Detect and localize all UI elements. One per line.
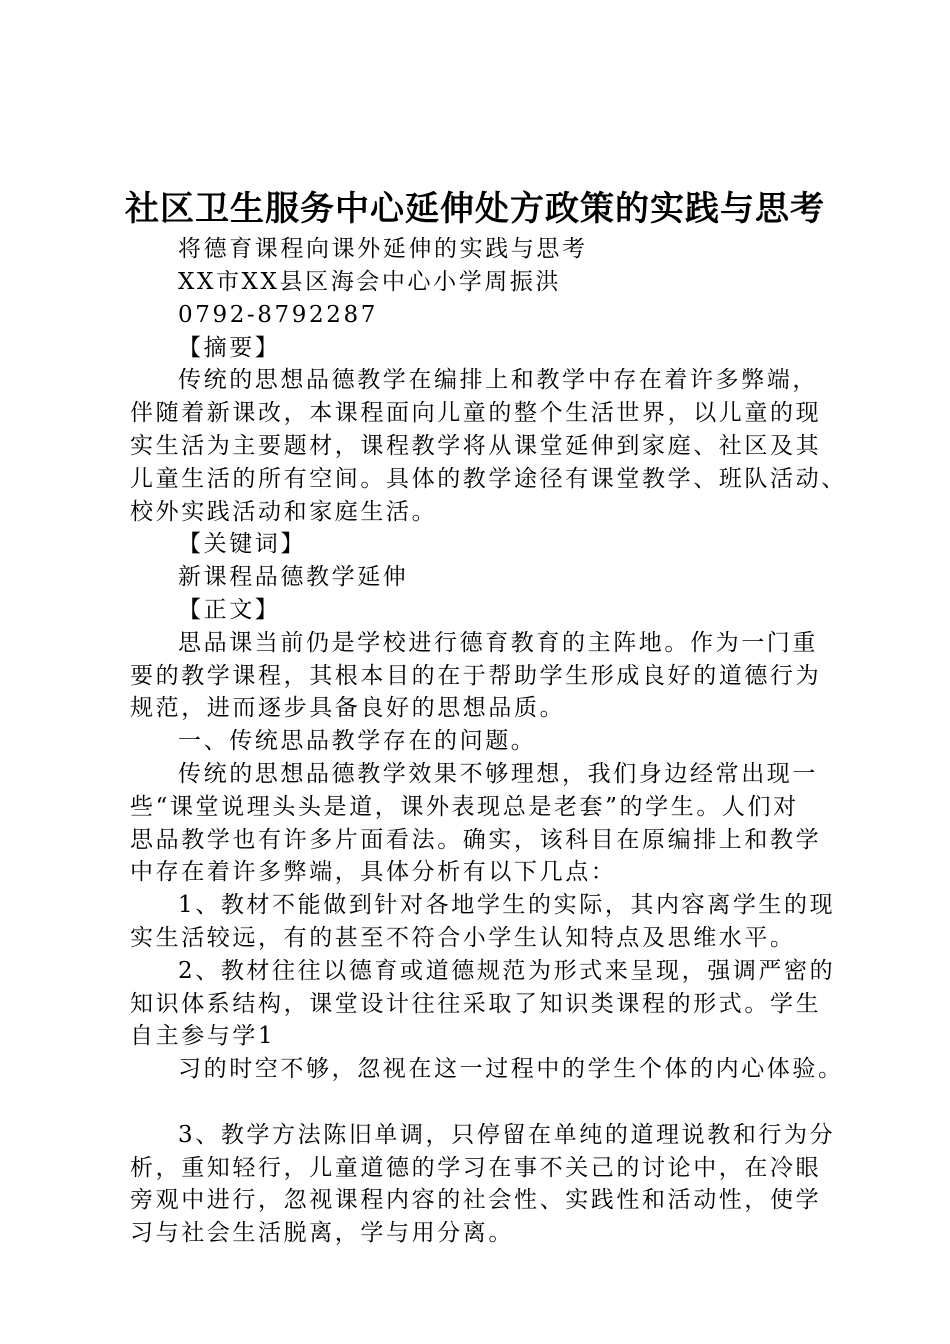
document-title: 社区卫生服务中心延伸处方政策的实践与思考 (125, 189, 825, 229)
paragraph-line: 校外实践活动和家庭生活。 (130, 499, 438, 525)
subtitle-line: 将德育课程向课外延伸的实践与思考 (178, 236, 588, 262)
list-item-line: 2、教材往往以德育或道德规范为形式来呈现，强调严密的 (178, 958, 836, 984)
paragraph-line: 些“课堂说理头头是道，课外表现总是老套”的学生。人们对 (130, 794, 799, 820)
abstract-heading: 【摘要】 (178, 335, 281, 361)
list-item-line: 旁观中进行，忽视课程内容的社会性、实践性和活动性，使学 (130, 1187, 822, 1213)
list-item-line: 自主参与学1 (130, 1023, 276, 1049)
paragraph-line: 传统的思想品德教学在编排上和教学中存在着许多弊端， (178, 367, 818, 393)
list-item-line: 实生活较远，有的甚至不符合小学生认知特点及思维水平。 (130, 925, 796, 951)
list-item-line: 习与社会生活脱离，学与用分离。 (130, 1220, 514, 1246)
paragraph-line: 中存在着许多弊端，具体分析有以下几点： (130, 859, 617, 885)
keywords-heading: 【关键词】 (178, 531, 306, 557)
paragraph-line: 实生活为主要题材，课程教学将从课堂延伸到家庭、社区及其 (130, 433, 822, 459)
author-line: XX市XX县区海会中心小学周振洪 (178, 269, 562, 295)
paragraph-line: 规范，进而逐步具备良好的思想品质。 (130, 695, 566, 721)
list-item-line: 习的时空不够，忽视在这一过程中的学生个体的内心体验。 (178, 1056, 844, 1082)
body-heading: 【正文】 (178, 597, 281, 623)
paragraph-line: 要的教学课程，其根本目的在于帮助学生形成良好的道德行为 (130, 663, 822, 689)
list-item-line: 知识体系结构，课堂设计往往采取了知识类课程的形式。学生 (130, 991, 822, 1017)
list-item-line: 析，重知轻行，儿童道德的学习在事不关己的讨论中，在冷眼 (130, 1155, 822, 1181)
paragraph-line: 传统的思想品德教学效果不够理想，我们身边经常出现一 (178, 761, 818, 787)
paragraph-line: 思品教学也有许多片面看法。确实，该科目在原编排上和教学 (130, 827, 822, 853)
phone-line: 0792-8792287 (178, 302, 378, 328)
list-item-line: 3、教学方法陈旧单调，只停留在单纯的道理说教和行为分 (178, 1122, 836, 1148)
section-heading: 一、传统思品教学存在的问题。 (178, 728, 537, 754)
paragraph-line: 思品课当前仍是学校进行德育教育的主阵地。作为一门重 (178, 630, 818, 656)
paragraph-line: 儿童生活的所有空间。具体的教学途径有课堂教学、班队活动、 (130, 466, 847, 492)
list-item-line: 1、教材不能做到针对各地学生的实际，其内容离学生的现 (178, 892, 836, 918)
keywords-line: 新课程品德教学延伸 (178, 564, 409, 590)
paragraph-line: 伴随着新课改，本课程面向儿童的整个生活世界，以儿童的现 (130, 400, 822, 426)
